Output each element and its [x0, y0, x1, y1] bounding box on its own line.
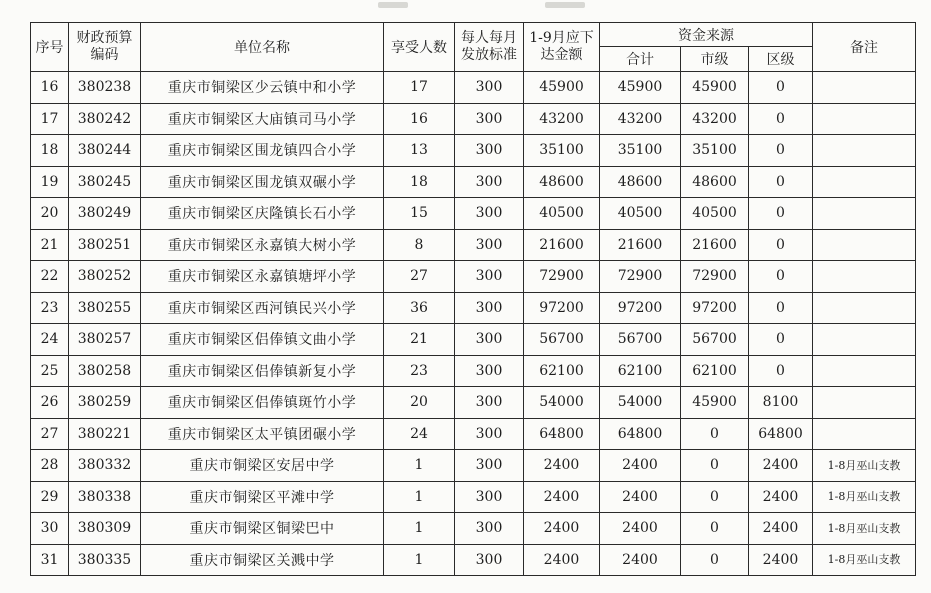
cell-source-city: 0	[681, 481, 749, 513]
cell-source-district: 8100	[749, 387, 813, 419]
cell-allocated-amount: 2400	[524, 481, 600, 513]
cell-source-city: 0	[681, 418, 749, 450]
cell-source-total: 35100	[600, 135, 681, 167]
table-row	[31, 166, 916, 198]
cell-source-district: 0	[749, 72, 813, 104]
cell-allocated-amount: 72900	[524, 261, 600, 293]
cell-remarks	[813, 355, 916, 387]
cell-allocated-amount: 40500	[524, 198, 600, 230]
cell-beneficiaries: 21	[384, 324, 455, 356]
cell-remarks	[813, 135, 916, 167]
cell-beneficiaries: 20	[384, 387, 455, 419]
cell-allocated-amount: 54000	[524, 387, 600, 419]
cell-allocated-amount: 43200	[524, 103, 600, 135]
cell-unit-name: 重庆市铜梁区铜梁巴中	[141, 513, 384, 545]
cell-seq: 23	[31, 292, 69, 324]
cell-beneficiaries: 24	[384, 418, 455, 450]
cell-beneficiaries: 1	[384, 513, 455, 545]
cell-unit-name: 重庆市铜梁区平滩中学	[141, 481, 384, 513]
cell-source-district: 0	[749, 103, 813, 135]
cell-unit-name: 重庆市铜梁区庆隆镇长石小学	[141, 198, 384, 230]
cell-source-city: 45900	[681, 387, 749, 419]
cell-monthly-standard: 300	[455, 387, 524, 419]
cell-budget-code: 380221	[69, 418, 141, 450]
cell-budget-code: 380238	[69, 72, 141, 104]
cell-monthly-standard: 300	[455, 450, 524, 482]
cell-source-total: 72900	[600, 261, 681, 293]
cell-unit-name: 重庆市铜梁区围龙镇双碾小学	[141, 166, 384, 198]
cell-source-total: 48600	[600, 166, 681, 198]
cell-beneficiaries: 18	[384, 166, 455, 198]
cell-seq: 20	[31, 198, 69, 230]
header-allocated-amount	[524, 23, 600, 72]
table-row	[31, 72, 916, 104]
cell-source-city: 0	[681, 513, 749, 545]
cell-source-district: 0	[749, 324, 813, 356]
cell-remarks	[813, 198, 916, 230]
cell-source-city: 72900	[681, 261, 749, 293]
cell-source-city: 21600	[681, 229, 749, 261]
cell-seq: 30	[31, 513, 69, 545]
cell-unit-name: 重庆市铜梁区侣俸镇斑竹小学	[141, 387, 384, 419]
cell-source-total: 56700	[600, 324, 681, 356]
cell-beneficiaries: 8	[384, 229, 455, 261]
cell-beneficiaries: 17	[384, 72, 455, 104]
funding-table	[30, 22, 916, 576]
cell-source-district: 0	[749, 135, 813, 167]
cell-source-total: 54000	[600, 387, 681, 419]
cell-monthly-standard: 300	[455, 418, 524, 450]
cell-monthly-standard: 300	[455, 324, 524, 356]
cell-unit-name: 重庆市铜梁区西河镇民兴小学	[141, 292, 384, 324]
cell-seq: 26	[31, 387, 69, 419]
cell-remarks	[813, 292, 916, 324]
cell-remarks: 1-8月巫山支教	[813, 450, 916, 482]
cell-remarks: 1-8月巫山支教	[813, 544, 916, 576]
cell-unit-name: 重庆市铜梁区永嘉镇塘坪小学	[141, 261, 384, 293]
header-budget-code-line2: 编码	[90, 47, 119, 63]
cell-beneficiaries: 1	[384, 544, 455, 576]
header-remarks: 备注	[813, 23, 916, 72]
cell-monthly-standard: 300	[455, 513, 524, 545]
table-row	[31, 261, 916, 293]
cell-source-total: 2400	[600, 544, 681, 576]
table-row	[31, 544, 916, 576]
cell-source-city: 43200	[681, 103, 749, 135]
cell-seq: 22	[31, 261, 69, 293]
cell-beneficiaries: 16	[384, 103, 455, 135]
cell-allocated-amount: 35100	[524, 135, 600, 167]
cell-beneficiaries: 13	[384, 135, 455, 167]
cell-seq: 16	[31, 72, 69, 104]
bleed-through-mark	[378, 2, 408, 8]
cell-source-district: 0	[749, 198, 813, 230]
cell-source-city: 97200	[681, 292, 749, 324]
cell-monthly-standard: 300	[455, 229, 524, 261]
table-row	[31, 418, 916, 450]
header-monthly-standard	[455, 23, 524, 72]
cell-source-total: 97200	[600, 292, 681, 324]
cell-monthly-standard: 300	[455, 261, 524, 293]
cell-source-city: 48600	[681, 166, 749, 198]
cell-seq: 18	[31, 135, 69, 167]
header-monthly-standard-line2: 发放标准	[461, 47, 517, 63]
cell-remarks	[813, 324, 916, 356]
cell-unit-name: 重庆市铜梁区关溅中学	[141, 544, 384, 576]
cell-unit-name: 重庆市铜梁区太平镇团碾小学	[141, 418, 384, 450]
cell-budget-code: 380251	[69, 229, 141, 261]
cell-unit-name: 重庆市铜梁区大庙镇司马小学	[141, 103, 384, 135]
cell-source-city: 45900	[681, 72, 749, 104]
cell-unit-name: 重庆市铜梁区侣俸镇文曲小学	[141, 324, 384, 356]
cell-budget-code: 380259	[69, 387, 141, 419]
cell-beneficiaries: 1	[384, 481, 455, 513]
cell-allocated-amount: 2400	[524, 450, 600, 482]
cell-source-total: 40500	[600, 198, 681, 230]
cell-budget-code: 380335	[69, 544, 141, 576]
cell-allocated-amount: 97200	[524, 292, 600, 324]
cell-unit-name: 重庆市铜梁区安居中学	[141, 450, 384, 482]
table-row	[31, 481, 916, 513]
cell-source-city: 0	[681, 544, 749, 576]
cell-beneficiaries: 27	[384, 261, 455, 293]
cell-beneficiaries: 23	[384, 355, 455, 387]
table-row	[31, 135, 916, 167]
header-budget-code	[69, 23, 141, 72]
cell-seq: 24	[31, 324, 69, 356]
cell-allocated-amount: 56700	[524, 324, 600, 356]
header-allocated-amount-line2: 达金额	[540, 47, 583, 63]
cell-budget-code: 380257	[69, 324, 141, 356]
cell-seq: 29	[31, 481, 69, 513]
cell-source-city: 56700	[681, 324, 749, 356]
cell-remarks: 1-8月巫山支教	[813, 513, 916, 545]
cell-budget-code: 380249	[69, 198, 141, 230]
cell-source-district: 0	[749, 229, 813, 261]
cell-monthly-standard: 300	[455, 198, 524, 230]
cell-unit-name: 重庆市铜梁区少云镇中和小学	[141, 72, 384, 104]
cell-monthly-standard: 300	[455, 166, 524, 198]
cell-source-district: 0	[749, 355, 813, 387]
cell-allocated-amount: 45900	[524, 72, 600, 104]
cell-beneficiaries: 15	[384, 198, 455, 230]
header-source-total: 合计	[600, 47, 681, 72]
table-body	[31, 72, 916, 576]
cell-budget-code: 380242	[69, 103, 141, 135]
header-beneficiaries: 享受人数	[384, 23, 455, 72]
cell-source-total: 2400	[600, 450, 681, 482]
cell-seq: 17	[31, 103, 69, 135]
cell-budget-code: 380244	[69, 135, 141, 167]
cell-source-district: 2400	[749, 544, 813, 576]
cell-source-district: 0	[749, 292, 813, 324]
cell-allocated-amount: 21600	[524, 229, 600, 261]
cell-source-district: 0	[749, 261, 813, 293]
cell-monthly-standard: 300	[455, 135, 524, 167]
cell-remarks	[813, 166, 916, 198]
cell-source-total: 2400	[600, 481, 681, 513]
table-row	[31, 103, 916, 135]
cell-source-total: 2400	[600, 513, 681, 545]
table-row	[31, 513, 916, 545]
header-budget-code-line1: 财政预算	[76, 30, 133, 46]
cell-allocated-amount: 2400	[524, 544, 600, 576]
header-unit-name: 单位名称	[141, 23, 384, 72]
cell-source-district: 64800	[749, 418, 813, 450]
header-source-district: 区级	[749, 47, 813, 72]
table-row	[31, 355, 916, 387]
cell-remarks: 1-8月巫山支教	[813, 481, 916, 513]
cell-source-district: 2400	[749, 481, 813, 513]
cell-remarks	[813, 103, 916, 135]
table-row	[31, 292, 916, 324]
cell-beneficiaries: 36	[384, 292, 455, 324]
cell-budget-code: 380255	[69, 292, 141, 324]
cell-seq: 19	[31, 166, 69, 198]
cell-remarks	[813, 229, 916, 261]
cell-seq: 27	[31, 418, 69, 450]
header-seq: 序号	[31, 23, 69, 72]
table-row	[31, 387, 916, 419]
table-row	[31, 198, 916, 230]
table-row	[31, 229, 916, 261]
cell-monthly-standard: 300	[455, 72, 524, 104]
cell-source-total: 64800	[600, 418, 681, 450]
cell-monthly-standard: 300	[455, 481, 524, 513]
cell-monthly-standard: 300	[455, 292, 524, 324]
cell-source-total: 62100	[600, 355, 681, 387]
cell-remarks	[813, 418, 916, 450]
bleed-through-mark	[545, 2, 585, 8]
cell-source-total: 21600	[600, 229, 681, 261]
cell-source-city: 35100	[681, 135, 749, 167]
cell-unit-name: 重庆市铜梁区永嘉镇大树小学	[141, 229, 384, 261]
cell-source-district: 2400	[749, 513, 813, 545]
cell-budget-code: 380338	[69, 481, 141, 513]
cell-allocated-amount: 62100	[524, 355, 600, 387]
cell-budget-code: 380252	[69, 261, 141, 293]
cell-budget-code: 380258	[69, 355, 141, 387]
cell-source-city: 62100	[681, 355, 749, 387]
cell-seq: 25	[31, 355, 69, 387]
cell-seq: 31	[31, 544, 69, 576]
cell-remarks	[813, 261, 916, 293]
cell-allocated-amount: 64800	[524, 418, 600, 450]
header-fund-source: 资金来源	[600, 23, 813, 47]
cell-source-total: 43200	[600, 103, 681, 135]
cell-beneficiaries: 1	[384, 450, 455, 482]
header-source-city: 市级	[681, 47, 749, 72]
cell-budget-code: 380245	[69, 166, 141, 198]
cell-monthly-standard: 300	[455, 103, 524, 135]
table-row	[31, 324, 916, 356]
cell-budget-code: 380309	[69, 513, 141, 545]
cell-allocated-amount: 48600	[524, 166, 600, 198]
cell-source-district: 2400	[749, 450, 813, 482]
cell-seq: 28	[31, 450, 69, 482]
cell-allocated-amount: 2400	[524, 513, 600, 545]
cell-monthly-standard: 300	[455, 544, 524, 576]
cell-unit-name: 重庆市铜梁区围龙镇四合小学	[141, 135, 384, 167]
cell-unit-name: 重庆市铜梁区侣俸镇新复小学	[141, 355, 384, 387]
cell-budget-code: 380332	[69, 450, 141, 482]
cell-source-district: 0	[749, 166, 813, 198]
cell-source-total: 45900	[600, 72, 681, 104]
cell-monthly-standard: 300	[455, 355, 524, 387]
cell-seq: 21	[31, 229, 69, 261]
header-allocated-amount-line1: 1-9月应下	[529, 30, 594, 46]
cell-source-city: 40500	[681, 198, 749, 230]
cell-remarks	[813, 72, 916, 104]
table-row	[31, 450, 916, 482]
header-monthly-standard-line1: 每人每月	[461, 30, 517, 46]
cell-source-city: 0	[681, 450, 749, 482]
cell-remarks	[813, 387, 916, 419]
